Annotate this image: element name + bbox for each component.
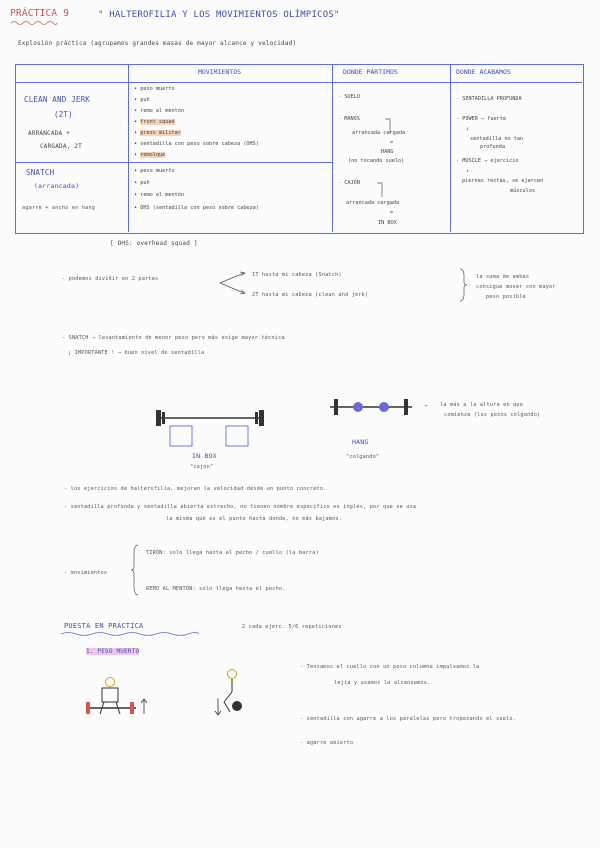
list-item: • sentadilla con peso sobre cabeza (OHS)	[134, 141, 259, 147]
phases-note: peso posible	[486, 294, 526, 300]
clean-spanish: CARGADA, 2T	[40, 143, 82, 150]
practice-number: PRÁCTICA 9	[10, 8, 70, 19]
header-end: DONDE ACABAMOS	[456, 68, 511, 76]
end-muscle: - MUSCLE → ejercicio	[456, 158, 519, 164]
hang-sub: "colgando"	[346, 454, 380, 460]
header-start: DONDE PARTIMOS	[343, 68, 398, 76]
phases-note: la suma de ambas	[476, 274, 530, 280]
deadlift-figure-icon	[84, 676, 150, 718]
snatch-grip: agarre + ancho en hang	[22, 205, 96, 211]
inbox-label: IN BOX	[192, 452, 217, 460]
list-item: front squad	[140, 119, 175, 125]
list-item: • remo al mentón	[134, 192, 184, 198]
practice-note: - agarre abierto	[300, 740, 354, 746]
start-box: - CAJÓN	[338, 180, 360, 186]
bracket-icon	[376, 182, 384, 198]
start-in-box: IN BOX	[378, 220, 397, 226]
title-underline	[10, 20, 58, 25]
bracket-icon	[384, 118, 392, 134]
hang-note: comienza (los pesos colgando)	[444, 412, 541, 418]
ohs-note: [ OHS: overhead squad ]	[110, 240, 198, 247]
phases-text: - podemos dividir en 2 partes	[62, 276, 159, 282]
end-power-note: sentadilla no tan	[470, 136, 524, 142]
table-divider	[15, 82, 582, 83]
start-hang-note: (no tocando suelo)	[348, 158, 405, 164]
arrow-right-icon: →	[424, 403, 428, 409]
end-squat: - SENTADILLA PROFUNDA	[456, 96, 522, 102]
intro-text: Explosión práctica (agrupamos grandes masas de mayor alcance y velocidad)	[18, 40, 297, 47]
start-floor: - SUELO	[338, 94, 360, 100]
squat-figure-icon	[210, 668, 250, 720]
barbell-hang-icon	[326, 396, 416, 418]
note-2: - sentadilla profunda y sentadilla abierta estrecho, no tienen nombre específico en inglés, por que se usa	[64, 504, 417, 510]
snatch-name: SNATCH	[26, 168, 55, 177]
practice-topic: " HALTEROFILIA Y LOS MOVIMIENTOS OLÍMPICOS"	[98, 10, 340, 20]
snatch-spanish: (arrancada)	[34, 182, 80, 190]
list-item: • OHS (sentadilla con peso sobre cabeza)	[134, 205, 259, 211]
list-item: • puñ	[134, 180, 150, 186]
table-divider	[450, 64, 451, 232]
header-moves: MOVIMIENTOS	[198, 68, 242, 76]
clean-spanish: ARRANCADA +	[28, 130, 70, 137]
start-hands-note: arrancada cargada	[352, 130, 406, 136]
list-item: • puñ	[134, 97, 150, 103]
list-item: • peso muerto	[134, 86, 175, 92]
reps-note: 2 cada ejerc. 5/6 repeticiones	[242, 624, 342, 630]
table-divider	[15, 162, 332, 163]
clean-abbr: (2T)	[54, 110, 73, 119]
move-2: REMO AL MENTÓN: solo llega hasta el pecho.	[146, 586, 286, 592]
end-power: - POWER → fuerte	[456, 116, 506, 122]
important-note: ¡ IMPORTANTE ! → buen nivel de sentadilla	[68, 350, 205, 356]
list-item: • peso muerto	[134, 168, 175, 174]
table-divider	[332, 64, 333, 232]
end-muscle-note: piernas rectas, se ejercen	[462, 178, 544, 184]
arrow-down-icon: ↓	[466, 168, 470, 174]
brace-icon	[458, 268, 468, 302]
equals-sign: =	[390, 210, 394, 216]
inbox-sub: "cajón"	[190, 464, 214, 470]
hang-label: HANG	[352, 438, 369, 446]
barbell-inbox-icon	[150, 402, 270, 448]
practice-note: - sentadilla con agarre a los paralelas pero tropezando el suelo.	[300, 716, 517, 722]
moves-label: - movimientos	[64, 570, 108, 576]
branch-arrows-icon	[218, 270, 248, 296]
snatch-note: - SNATCH → levantamiento de menor peso pero más exige mayor técnica	[62, 335, 285, 341]
hang-note: la más a la altura en que	[440, 402, 524, 408]
practice-note: lejía y usamos la alcanzamos.	[334, 680, 431, 686]
equals-sign: =	[390, 140, 394, 146]
start-hands: - MANOS	[338, 116, 360, 122]
list-item: press militar	[140, 130, 181, 136]
practice-title: PUESTA EN PRÁCTICA	[64, 622, 144, 630]
list-item: remolque	[140, 152, 166, 158]
start-box-note: arrancada cargada	[346, 200, 400, 206]
table-divider	[128, 64, 129, 232]
note-1: - los ejercicios de halterofilia, mejoran la velocidad desde un punto concreto.	[64, 486, 327, 492]
start-hang: HANG	[381, 149, 394, 155]
clean-name: CLEAN AND JERK	[24, 95, 91, 104]
exercise-title: 1. PESO MUERTO	[86, 648, 140, 655]
brace-icon	[130, 544, 140, 596]
title-underline	[60, 631, 200, 637]
practice-note: - Tensamos el cuello con un poco columna impulsamos la	[300, 664, 480, 670]
note-2: la misma que es el punto hasta donde, no más bajamos.	[166, 516, 343, 522]
arrow-down-icon: ↓	[466, 126, 470, 132]
phases-note: consigue mover con mayor	[476, 284, 556, 290]
end-power-note: profunda	[480, 144, 505, 150]
phase-2: 2T hasta mi cabeza (clean and jerk)	[252, 292, 369, 298]
phase-1: 1T hasta mi cabeza (Snatch)	[252, 272, 342, 278]
end-muscle-note: músculos	[510, 188, 535, 194]
list-item: • remo al mentón	[134, 108, 184, 114]
move-1: TIRÓN: solo llega hasta el pecho / cuello (la barra)	[146, 550, 319, 556]
